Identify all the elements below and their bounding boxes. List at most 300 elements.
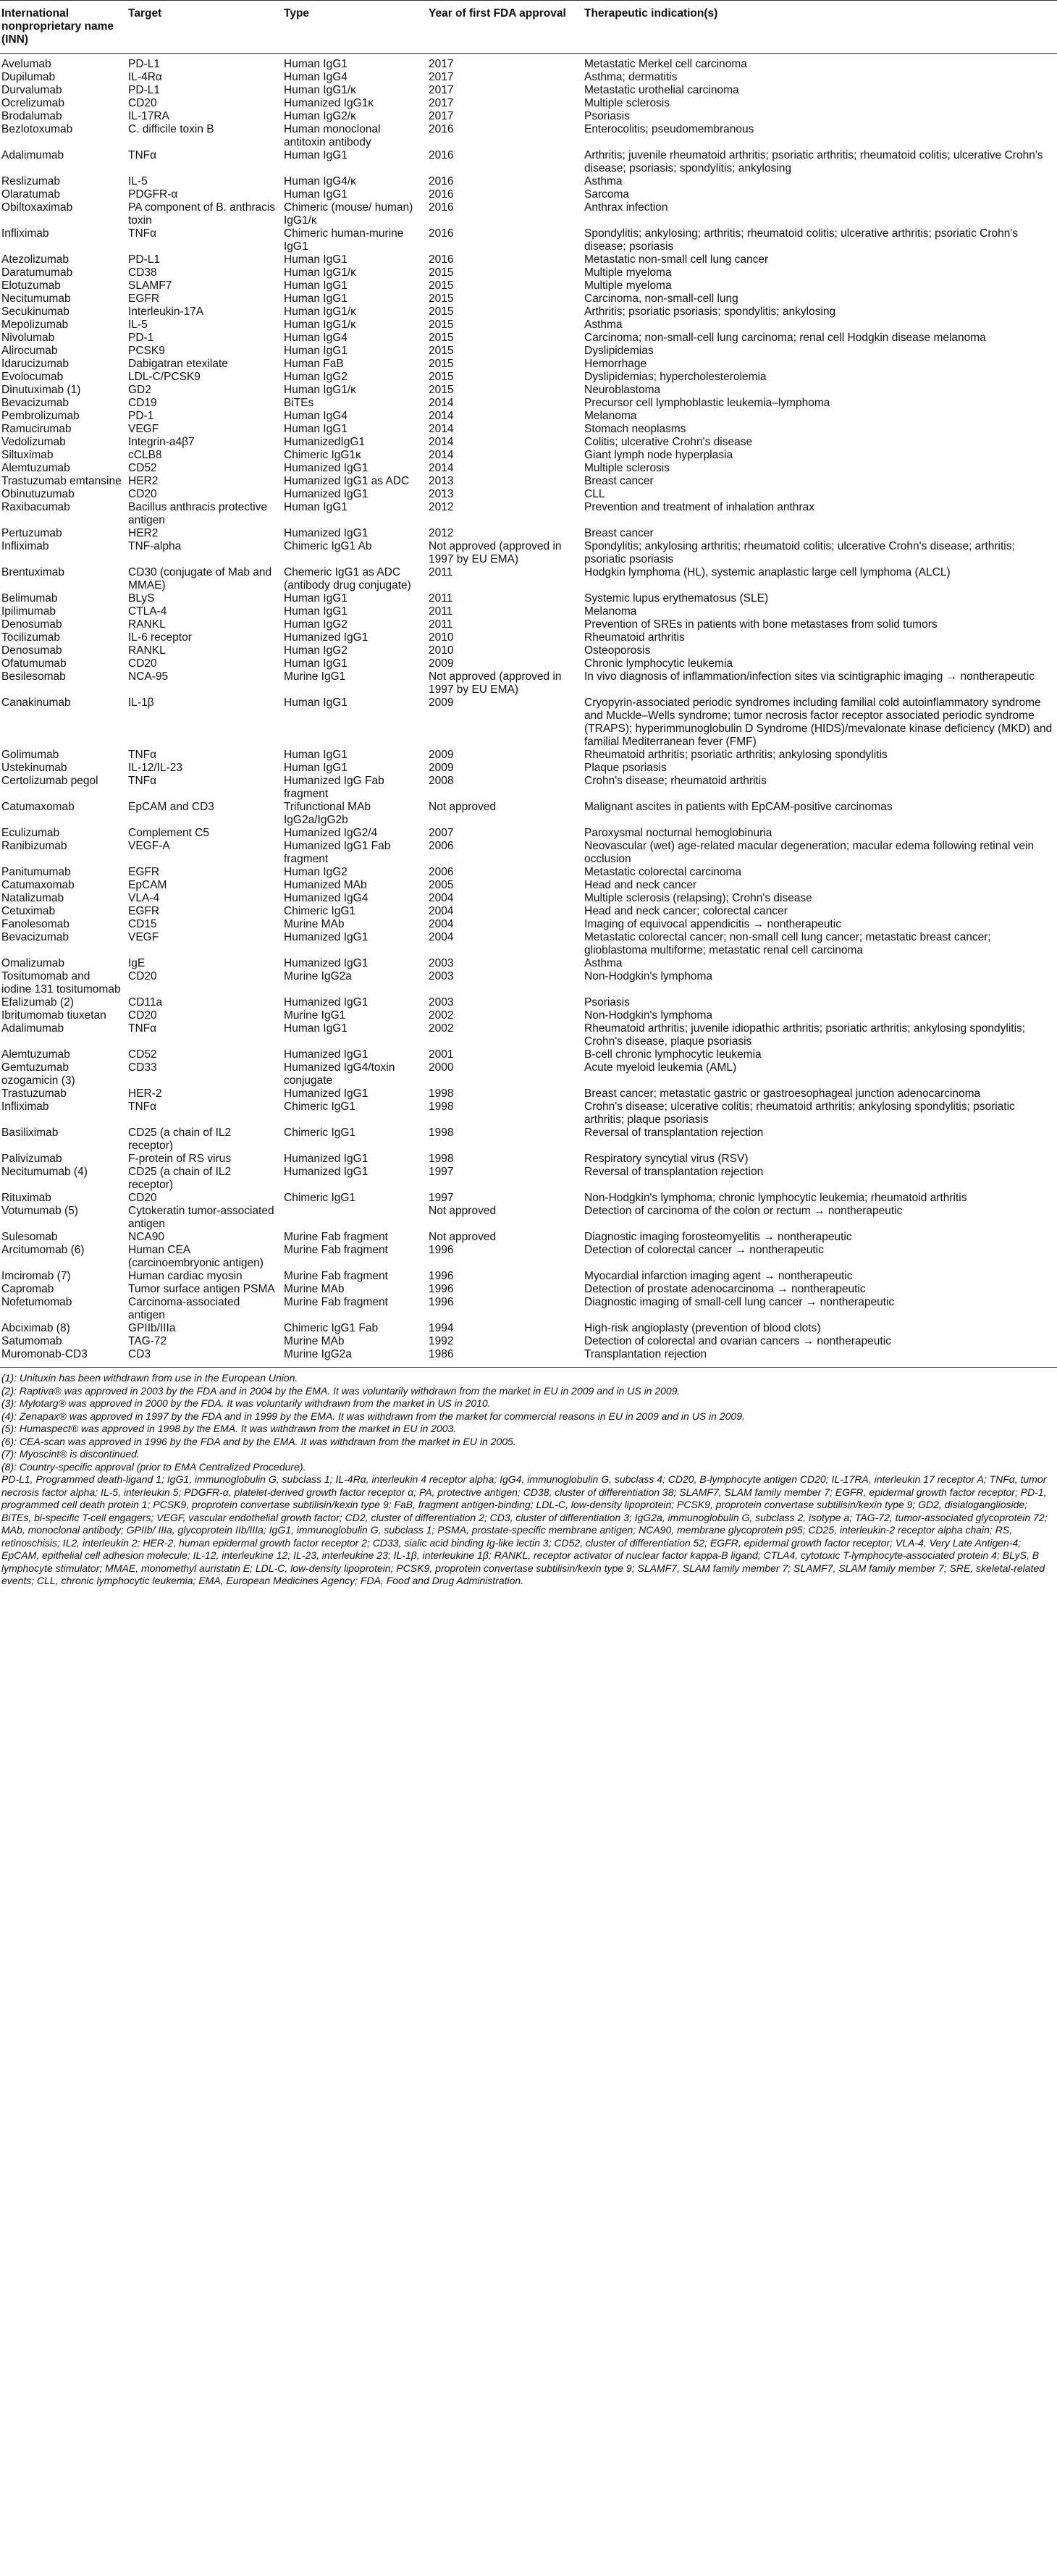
cell-type: Chimeric human-murine IgG1 bbox=[284, 227, 404, 253]
table-row bbox=[0, 1048, 1057, 1061]
cell-type: Human IgG1 bbox=[284, 592, 348, 605]
cell-indication: Arthritis; psoriatic psoriasis; spondylitis; ankylosing bbox=[584, 306, 836, 318]
cell-indication: Metastatic Merkel cell carcinoma bbox=[584, 58, 747, 70]
cell-year: 2009 bbox=[429, 657, 454, 670]
cell-type: Murine MAb bbox=[284, 1283, 345, 1295]
cell-type: Humanized IgG1 bbox=[284, 527, 369, 539]
cell-type: Chimeric IgG1 bbox=[284, 905, 356, 917]
cell-target: CD11a bbox=[128, 996, 163, 1009]
cell-target: PD-L1 bbox=[128, 58, 160, 70]
cell-inn: Mepolizumab bbox=[1, 319, 69, 331]
cell-inn: Siltuximab bbox=[1, 449, 54, 461]
cell-indication: Enterocolitis; pseudomembranous bbox=[584, 123, 754, 135]
cell-inn: Denosumab bbox=[1, 618, 62, 631]
cell-indication: Melanoma bbox=[584, 410, 637, 422]
table-row bbox=[0, 996, 1057, 1009]
cell-target: GD2 bbox=[128, 384, 151, 396]
header-inn: International nonproprietary name (INN) bbox=[1, 7, 114, 46]
cell-inn: Omalizumab bbox=[1, 957, 64, 969]
footnote: (5): Humaspect® was approved in 1998 by the EMA. It was withdrawn from the market in EU in 2003. bbox=[1, 1423, 457, 1434]
cell-type: Human IgG1 bbox=[284, 279, 348, 292]
cell-inn: Imciromab (7) bbox=[1, 1270, 71, 1282]
cell-type: Humanized IgG1 bbox=[284, 1087, 369, 1100]
table-row bbox=[0, 1335, 1057, 1348]
table-row bbox=[0, 644, 1057, 657]
table-row bbox=[0, 1087, 1057, 1100]
cell-inn: Ustekinumab bbox=[1, 762, 67, 774]
cell-type: Human IgG1 bbox=[284, 345, 348, 357]
table-row bbox=[0, 931, 1057, 957]
cell-type: Human IgG4 bbox=[284, 332, 348, 344]
cell-type: Humanized IgG1 bbox=[284, 996, 369, 1009]
cell-indication: Diagnostic imaging of small-cell lung cancer → nontherapeutic bbox=[584, 1296, 895, 1308]
cell-target: TNF-alpha bbox=[128, 540, 182, 552]
cell-year: 2010 bbox=[429, 644, 454, 657]
cell-inn: Rituximab bbox=[1, 1192, 51, 1204]
cell-inn: Evolocumab bbox=[1, 371, 64, 383]
cell-type: Human IgG4 bbox=[284, 410, 348, 422]
cell-type: Humanized IgG Fab fragment bbox=[284, 775, 384, 800]
cell-year: 2016 bbox=[429, 253, 454, 266]
cell-inn: Capromab bbox=[1, 1283, 54, 1295]
cell-inn: Secukinumab bbox=[1, 306, 70, 318]
cell-type: Murine Fab fragment bbox=[284, 1270, 388, 1282]
cell-target: PD-1 bbox=[128, 332, 154, 344]
table-row bbox=[0, 970, 1057, 996]
cell-indication: Transplantation rejection bbox=[584, 1348, 707, 1360]
cell-target: CD52 bbox=[128, 1048, 157, 1061]
footnote: (7): Myoscint® is discontinued. bbox=[1, 1448, 140, 1460]
cell-type: HumanizedIgG1 bbox=[284, 436, 366, 448]
cell-inn: Trastuzumab emtansine bbox=[1, 475, 122, 487]
cell-inn: Cetuximab bbox=[1, 905, 56, 917]
cell-year: 2014 bbox=[429, 397, 454, 409]
cell-target: Dabigatran etexilate bbox=[128, 358, 228, 370]
cell-indication: B-cell chronic lymphocytic leukemia bbox=[584, 1048, 762, 1061]
cell-type: Chimeric IgG1 bbox=[284, 1192, 356, 1204]
cell-indication: Respiratory syncytial virus (RSV) bbox=[584, 1153, 749, 1165]
cell-target: TNFα bbox=[128, 749, 157, 761]
cell-target: CD20 bbox=[128, 1009, 157, 1022]
cell-type: Human IgG4/κ bbox=[284, 175, 356, 188]
cell-type: Murine MAb bbox=[284, 1335, 345, 1347]
cell-indication: Sarcoma bbox=[584, 188, 630, 201]
cell-year: 2011 bbox=[429, 592, 453, 605]
cell-indication: Crohn's disease; rheumatoid arthritis bbox=[584, 775, 767, 787]
cell-target: IL-4Rα bbox=[128, 71, 162, 83]
cell-year: 2009 bbox=[429, 696, 454, 709]
cell-inn: Belimumab bbox=[1, 592, 58, 605]
cell-year: 2009 bbox=[429, 749, 454, 761]
cell-year: 2010 bbox=[429, 631, 454, 644]
cell-type: Murine IgG2a bbox=[284, 1348, 352, 1360]
cell-year: 2014 bbox=[429, 423, 454, 435]
cell-inn: Panitumumab bbox=[1, 866, 71, 878]
table-row bbox=[0, 110, 1057, 123]
cell-type: Murine IgG1 bbox=[284, 1009, 346, 1022]
cell-type: Human IgG1 bbox=[284, 253, 348, 266]
cell-indication: Crohn's disease; ulcerative colitis; rheumatoid arthritis; ankylosing spondylitis; psoriatic arthritis; plaque psoriasis bbox=[584, 1100, 1015, 1126]
cell-inn: Ofatumumab bbox=[1, 657, 67, 670]
table-row bbox=[0, 410, 1057, 423]
table-row bbox=[0, 84, 1057, 97]
cell-type: Chimeric IgG1 bbox=[284, 1127, 356, 1139]
cell-indication: Multiple myeloma bbox=[584, 266, 672, 279]
cell-year: 2016 bbox=[429, 188, 454, 201]
cell-year: 1998 bbox=[429, 1153, 454, 1165]
cell-inn: Ocrelizumab bbox=[1, 97, 64, 109]
cell-inn: Alirocumab bbox=[1, 345, 58, 357]
cell-year: 2015 bbox=[429, 306, 454, 318]
footnote: (1): Unituxin has been withdrawn from use in the European Union. bbox=[1, 1372, 298, 1384]
table-row bbox=[0, 566, 1057, 592]
cell-target: CD20 bbox=[128, 97, 157, 109]
cell-inn: Brodalumab bbox=[1, 110, 62, 122]
table-row bbox=[0, 1296, 1057, 1322]
table-row bbox=[0, 670, 1057, 696]
cell-indication: Asthma bbox=[584, 175, 623, 188]
cell-type: Human IgG1 bbox=[284, 149, 348, 161]
cell-indication: Prevention of SREs in patients with bone metastases from solid tumors bbox=[584, 618, 938, 631]
table-row bbox=[0, 175, 1057, 188]
table-row bbox=[0, 475, 1057, 488]
cell-inn: Adalimumab bbox=[1, 149, 64, 161]
cell-target: EGFR bbox=[128, 292, 160, 305]
cell-type: Murine Fab fragment bbox=[284, 1231, 388, 1243]
table-row bbox=[0, 540, 1057, 566]
cell-type: Human IgG1/κ bbox=[284, 266, 356, 279]
table-row bbox=[0, 97, 1057, 110]
table-row bbox=[0, 1153, 1057, 1166]
cell-target: IgE bbox=[128, 957, 146, 969]
cell-target: TNFα bbox=[128, 149, 157, 161]
cell-year: 2011 bbox=[429, 618, 453, 631]
cell-year: 2016 bbox=[429, 149, 454, 161]
footnote: (4): Zenapax® was approved in 1997 by the FDA and in 1999 by the EMA. It was withdrawn from the market for commercial reasons in EU in 2009 and in US in 2009. bbox=[1, 1410, 745, 1422]
cell-type: Humanized IgG1 as ADC bbox=[284, 475, 410, 487]
cell-year: 2015 bbox=[429, 319, 454, 331]
table-row bbox=[0, 384, 1057, 397]
cell-type: Chemeric IgG1 as ADC (antibody drug conjugate) bbox=[284, 566, 411, 592]
footnote: (3): Mylotarg® was approved in 2000 by the FDA. It was voluntarily withdrawn from the market in US in 2010. bbox=[1, 1397, 491, 1409]
cell-target: TNFα bbox=[128, 1022, 157, 1035]
cell-target: EGFR bbox=[128, 905, 160, 917]
cell-inn: Obinutuzumab bbox=[1, 488, 75, 500]
cell-target: IL-17RA bbox=[128, 110, 169, 122]
cell-indication: Detection of colorectal and ovarian cancers → nontherapeutic bbox=[584, 1335, 891, 1347]
cell-year: 2014 bbox=[429, 449, 454, 461]
cell-inn: Certolizumab pegol bbox=[1, 775, 98, 787]
cell-inn: Gemtuzumab ozogamicin (3) bbox=[1, 1061, 75, 1087]
cell-type: Human FaB bbox=[284, 358, 344, 370]
cell-indication: Multiple sclerosis bbox=[584, 97, 670, 109]
cell-target: CTLA-4 bbox=[128, 605, 167, 618]
table-row bbox=[0, 306, 1057, 319]
cell-inn: Trastuzumab bbox=[1, 1087, 67, 1100]
cell-indication: High-risk angioplasty (prevention of blood clots) bbox=[584, 1322, 821, 1334]
cell-type: Human IgG1 bbox=[284, 657, 348, 670]
cell-type: Human IgG1 bbox=[284, 605, 348, 618]
cell-indication: Neuroblastoma bbox=[584, 384, 661, 396]
cell-year: 2013 bbox=[429, 475, 454, 487]
cell-inn: Pertuzumab bbox=[1, 527, 62, 539]
table-row bbox=[0, 892, 1057, 905]
cell-target: Integrin-a4β7 bbox=[128, 436, 195, 448]
cell-inn: Alemtuzumab bbox=[1, 1048, 70, 1061]
footnote: (6): CEA-scan was approved in 1996 by the FDA and by the EMA. It was withdrawn from the market in EU in 2005. bbox=[1, 1435, 516, 1447]
table-row bbox=[0, 449, 1057, 462]
cell-year: 2002 bbox=[429, 1009, 454, 1022]
cell-year: 2007 bbox=[429, 827, 454, 839]
table-footnotes bbox=[0, 1368, 1057, 1588]
cell-indication: Carcinoma, non-small-cell lung bbox=[584, 292, 738, 305]
table-row bbox=[0, 1231, 1057, 1244]
cell-type: Human IgG2 bbox=[284, 371, 348, 383]
cell-indication: Metastatic colorectal cancer; non-small cell lung cancer; metastatic breast cancer; glioblastoma multiforme; metastatic renal cell carcinoma bbox=[584, 931, 991, 956]
cell-inn: Ipilimumab bbox=[1, 605, 56, 618]
cell-type: Human IgG2 bbox=[284, 644, 348, 657]
cell-type: Humanized IgG1 bbox=[284, 631, 369, 644]
table-row bbox=[0, 266, 1057, 279]
cell-type: Human IgG4 bbox=[284, 71, 348, 83]
cell-target: IL-6 receptor bbox=[128, 631, 192, 644]
cell-year: 1996 bbox=[429, 1270, 454, 1282]
cell-indication: Metastatic urothelial carcinoma bbox=[584, 84, 739, 96]
cell-target: CD38 bbox=[128, 266, 157, 279]
cell-inn: Vedolizumab bbox=[1, 436, 66, 448]
table-row bbox=[0, 188, 1057, 201]
footnote: (2): Raptiva® was approved in 2003 by the FDA and in 2004 by the EMA. It was voluntarily withdrawn from the market in EU in 2009 and in US in 2009. bbox=[1, 1384, 681, 1397]
cell-indication: Diagnostic imaging forosteomyelitis → nontherapeutic bbox=[584, 1231, 852, 1243]
cell-indication: Colitis; ulcerative Crohn's disease bbox=[584, 436, 753, 448]
cell-type: Human IgG1 bbox=[284, 292, 348, 305]
cell-inn: Necitumumab (4) bbox=[1, 1166, 88, 1178]
header-type: Type bbox=[284, 7, 310, 20]
table-row bbox=[0, 527, 1057, 540]
table-row bbox=[0, 957, 1057, 970]
cell-year: 2015 bbox=[429, 279, 454, 292]
table-row bbox=[0, 762, 1057, 775]
cell-type: Human IgG1 bbox=[284, 501, 348, 513]
cell-indication: CLL bbox=[584, 488, 605, 500]
table-row bbox=[0, 1022, 1057, 1048]
cell-indication: Multiple myeloma bbox=[584, 279, 672, 292]
table-row bbox=[0, 592, 1057, 605]
footnote: PD-L1, Programmed death-ligand 1; IgG1, immunoglobulin G, subclass 1; IL-4Rα, interleukin 4 receptor alpha; IgG4, immunoglobulin G, subclass 4; CD20, B-lymphocyte antigen CD20; IL-17RA, interleukin 17 receptor A; TNFα, tumor necrosis factor alpha; IL-5, interleukin 5; PDGFR-α, platelet-derived growth factor receptor α; PA, protective antigen; CD38, cluster of differentiation 38; SLAMF7, SLAM family member 7; EGFR, epidermal growth factor receptor; PD-1, programmed cell death protein 1; PCSK9, proprotein convertase subtilisin/kexin type 9; FaB, fragment antigen-binding; LDL-C, low-density lipoprotein; PCSK9, proprotein convertase subtilisin/kexin type 9; GD2, disialoganglioside; BiTEs, bi-specific T-cell engagers; VEGF, vascular endothelial growth factor; CD2, cluster of differentiation 2; CD3, cluster of differentiation 3; IgG2a, immunoglobulin G, subclass 2, isotype a; TAG-72, tumor-associated glycoprotein 72; MAb, monoclonal antibody; GPIIb/ IIIa, glycoprotein IIb/IIIa; IgG1, immunoglobulin G, subclass 1; PSMA, prostate-specific membrane antigen; NCA90, membrane glycoprotein p95; CD25, interleukin-2 receptor alpha chain; RS, retinoschisis; IL2, interleukin 2; HER-2, human epidermal growth factor receptor 2; CD33, sialic acid binding Ig-like lectin 3; CD52, cluster of differentiation 52; EGFR, epidermal growth factor receptor; VLA-4, Very Late Antigen-4; EpCAM, epithelial cell adhesion molecule; IL-12, interleukine 12; IL-23, interleukine 23; IL-1β, interleukine 1β; RANKL, receptor activator of nuclear factor kappa-B ligand; CTLA4, cytotoxic T-lymphocyte-associated protein 4; BLyS, B lymphocyte stimulator; MMAE, monomethyl auristatin E; LDL-C, low-density lipoprotein; PCSK9, proprotein convertase subtilisin/kexin type 9; SLAMF7, SLAM family member 7; SLAMF7, SLAM family member 7; SRE, skeletal-related events; CLL, chronic lymphocytic leukemia; EMA, European Medicines Agency; FDA, Food and Drug Administration. bbox=[1, 1473, 1048, 1586]
cell-year: Not approved bbox=[429, 801, 497, 813]
cell-inn: Infliximab bbox=[1, 227, 49, 240]
cell-indication: Cryopyrin-associated periodic syndromes including familial cold autoinflammatory syndrome and Muckle–Wells syndrome; tumor necrosis factor receptor associated periodic syndrome (TRAPS); hyperimmunoglobulin D Syndrome (HIDS)/mevalonate kinase deficiency (MKD) and familial Mediterranean fever (FMF) bbox=[584, 696, 1053, 748]
table-row bbox=[0, 1127, 1057, 1153]
cell-year: 2002 bbox=[429, 1022, 454, 1035]
table-row bbox=[0, 827, 1057, 840]
cell-indication: Paroxysmal nocturnal hemoglobinuria bbox=[584, 827, 772, 839]
cell-year: 2011 bbox=[429, 566, 453, 578]
cell-type: Human IgG2 bbox=[284, 618, 348, 631]
cell-type: Murine Fab fragment bbox=[284, 1244, 388, 1256]
cell-target: CD19 bbox=[128, 397, 157, 409]
cell-target: Human cardiac myosin bbox=[128, 1270, 243, 1282]
cell-target: EpCAM and CD3 bbox=[128, 801, 214, 813]
cell-year: 2015 bbox=[429, 345, 454, 357]
cell-target: VEGF-A bbox=[128, 840, 170, 852]
cell-year: 2000 bbox=[429, 1061, 454, 1074]
cell-inn: Nofetumomab bbox=[1, 1296, 72, 1308]
table-row bbox=[0, 618, 1057, 631]
cell-type: Chimeric (mouse/ human) IgG1/κ bbox=[284, 201, 413, 227]
cell-inn: Denosumab bbox=[1, 644, 62, 657]
cell-inn: Fanolesomab bbox=[1, 918, 70, 930]
cell-type: Humanized IgG1 bbox=[284, 462, 369, 474]
cell-inn: Durvalumab bbox=[1, 84, 62, 96]
cell-indication: Reversal of transplantation rejection bbox=[584, 1166, 764, 1178]
cell-indication: Asthma bbox=[584, 957, 623, 969]
cell-target: CD30 (conjugate of Mab and MMAE) bbox=[128, 566, 272, 592]
cell-year: Not approved bbox=[429, 1205, 497, 1217]
cell-target: PD-1 bbox=[128, 410, 154, 422]
cell-indication: Multiple sclerosis bbox=[584, 462, 670, 474]
cell-indication: Non-Hodgkin's lymphoma; chronic lymphocytic leukemia; rheumatoid arthritis bbox=[584, 1192, 967, 1204]
cell-target: IL-1β bbox=[128, 696, 154, 709]
cell-target: EpCAM bbox=[128, 879, 167, 891]
cell-indication: Acute myeloid leukemia (AML) bbox=[584, 1061, 737, 1074]
cell-year: 2004 bbox=[429, 905, 454, 917]
cell-year: 1998 bbox=[429, 1127, 454, 1139]
cell-inn: Reslizumab bbox=[1, 175, 60, 188]
cell-year: 1998 bbox=[429, 1100, 454, 1113]
cell-year: 2013 bbox=[429, 488, 454, 500]
table-row bbox=[0, 71, 1057, 84]
cell-target: PD-L1 bbox=[128, 84, 160, 96]
cell-year: 2017 bbox=[429, 58, 454, 70]
cell-type: Human IgG2 bbox=[284, 866, 348, 878]
table-row bbox=[0, 905, 1057, 918]
cell-indication: In vivo diagnosis of inflammation/infection sites via scintigraphic imaging → nontherapeutic bbox=[584, 670, 1035, 683]
cell-year: 2017 bbox=[429, 97, 454, 109]
cell-target: NCA90 bbox=[128, 1231, 164, 1243]
cell-indication: Spondylitis; ankylosing; arthritis; rheumatoid colitis; ulcerative arthritis; psoriatic Crohn's disease; psoriasis bbox=[584, 227, 1019, 253]
cell-type: Human IgG1/κ bbox=[284, 319, 356, 331]
cell-year: 2015 bbox=[429, 371, 454, 383]
cell-type: Humanized IgG1 bbox=[284, 1166, 369, 1178]
cell-type: Chimeric IgG1 Fab bbox=[284, 1322, 379, 1334]
table-row bbox=[0, 1205, 1057, 1231]
cell-year: 2017 bbox=[429, 71, 454, 83]
cell-year: 2005 bbox=[429, 879, 454, 891]
cell-indication: Chronic lymphocytic leukemia bbox=[584, 657, 733, 670]
table-row bbox=[0, 1348, 1057, 1368]
table-row bbox=[0, 501, 1057, 527]
cell-target: VLA-4 bbox=[128, 892, 160, 904]
cell-year: Not approved bbox=[429, 1231, 497, 1243]
cell-year: 1996 bbox=[429, 1244, 454, 1256]
table-body bbox=[0, 54, 1057, 1368]
cell-year: 2016 bbox=[429, 175, 454, 188]
cell-year: 2015 bbox=[429, 332, 454, 344]
cell-target: Bacillus anthracis protective antigen bbox=[128, 501, 268, 526]
table-row bbox=[0, 201, 1057, 227]
cell-target: IL-5 bbox=[128, 175, 148, 188]
cell-indication: Rheumatoid arthritis bbox=[584, 631, 685, 644]
cell-target: C. difficile toxin B bbox=[128, 123, 214, 135]
cell-target: CD20 bbox=[128, 657, 157, 670]
cell-inn: Infliximab bbox=[1, 540, 49, 552]
cell-year: 2003 bbox=[429, 957, 454, 969]
table-row bbox=[0, 1061, 1057, 1087]
cell-inn: Olaratumab bbox=[1, 188, 60, 201]
cell-inn: Eculizumab bbox=[1, 827, 60, 839]
cell-inn: Alemtuzumab bbox=[1, 462, 70, 474]
cell-type: Humanized IgG1 Fab fragment bbox=[284, 840, 391, 865]
cell-indication: Non-Hodgkin's lymphoma bbox=[584, 970, 712, 982]
cell-target: TNFα bbox=[128, 775, 157, 787]
cell-indication: Plaque psoriasis bbox=[584, 762, 667, 774]
cell-type: Humanized IgG2/4 bbox=[284, 827, 378, 839]
cell-type: Human IgG1 bbox=[284, 188, 348, 201]
cell-type: Human IgG1 bbox=[284, 749, 348, 761]
cell-inn: Tositumomab and iodine 131 tositumomab bbox=[1, 970, 121, 996]
cell-year: 1992 bbox=[429, 1335, 454, 1347]
cell-indication: Detection of carcinoma of the colon or rectum → nontherapeutic bbox=[584, 1205, 903, 1217]
cell-year: 2016 bbox=[429, 201, 454, 214]
cell-year: 2008 bbox=[429, 775, 454, 787]
table-row bbox=[0, 423, 1057, 436]
cell-indication: Breast cancer; metastatic gastric or gastroesophageal junction adenocarcinoma bbox=[584, 1087, 981, 1100]
cell-target: TNFα bbox=[128, 227, 157, 240]
cell-year: 2001 bbox=[429, 1048, 454, 1061]
cell-year: 2004 bbox=[429, 892, 454, 904]
cell-inn: Elotuzumab bbox=[1, 279, 61, 292]
cell-target: VEGF bbox=[128, 423, 159, 435]
table-row bbox=[0, 319, 1057, 332]
cell-type: Murine MAb bbox=[284, 918, 345, 930]
cell-target: CD25 (a chain of IL2 receptor) bbox=[128, 1127, 232, 1152]
cell-indication: Metastatic colorectal carcinoma bbox=[584, 866, 742, 878]
cell-target: Carcinoma-associated antigen bbox=[128, 1296, 240, 1321]
cell-year: 1997 bbox=[429, 1192, 454, 1204]
table-row bbox=[0, 279, 1057, 292]
cell-year: 2011 bbox=[429, 605, 453, 618]
cell-inn: Necitumumab bbox=[1, 292, 71, 305]
header-year: Year of first FDA approval bbox=[429, 7, 566, 20]
cell-year: 2016 bbox=[429, 123, 454, 135]
cell-inn: Palivizumab bbox=[1, 1153, 62, 1165]
cell-target: LDL-C/PCSK9 bbox=[128, 371, 201, 383]
cell-year: 1996 bbox=[429, 1296, 454, 1308]
cell-target: CD20 bbox=[128, 488, 157, 500]
cell-year: 2009 bbox=[429, 762, 454, 774]
cell-target: Cytokeratin tumor-associated antigen bbox=[128, 1205, 274, 1230]
header-target: Target bbox=[128, 7, 162, 20]
cell-year: 2012 bbox=[429, 501, 454, 513]
table-row bbox=[0, 866, 1057, 879]
cell-inn: Infliximab bbox=[1, 1100, 49, 1113]
cell-year: 2012 bbox=[429, 527, 454, 539]
cell-inn: Golimumab bbox=[1, 749, 59, 761]
cell-target: TNFα bbox=[128, 1100, 157, 1113]
cell-type: Human IgG1 bbox=[284, 58, 348, 70]
cell-target: PDGFR-α bbox=[128, 188, 178, 201]
cell-indication: Stomach neoplasms bbox=[584, 423, 686, 435]
cell-type: Human IgG1 bbox=[284, 762, 348, 774]
cell-target: TAG-72 bbox=[128, 1335, 167, 1347]
cell-inn: Canakinumab bbox=[1, 696, 71, 709]
cell-target: RANKL bbox=[128, 644, 166, 657]
cell-year: 1986 bbox=[429, 1348, 454, 1360]
cell-target: HER2 bbox=[128, 527, 159, 539]
cell-year: 2017 bbox=[429, 84, 454, 96]
cell-inn: Arcitumomab (6) bbox=[1, 1244, 85, 1256]
